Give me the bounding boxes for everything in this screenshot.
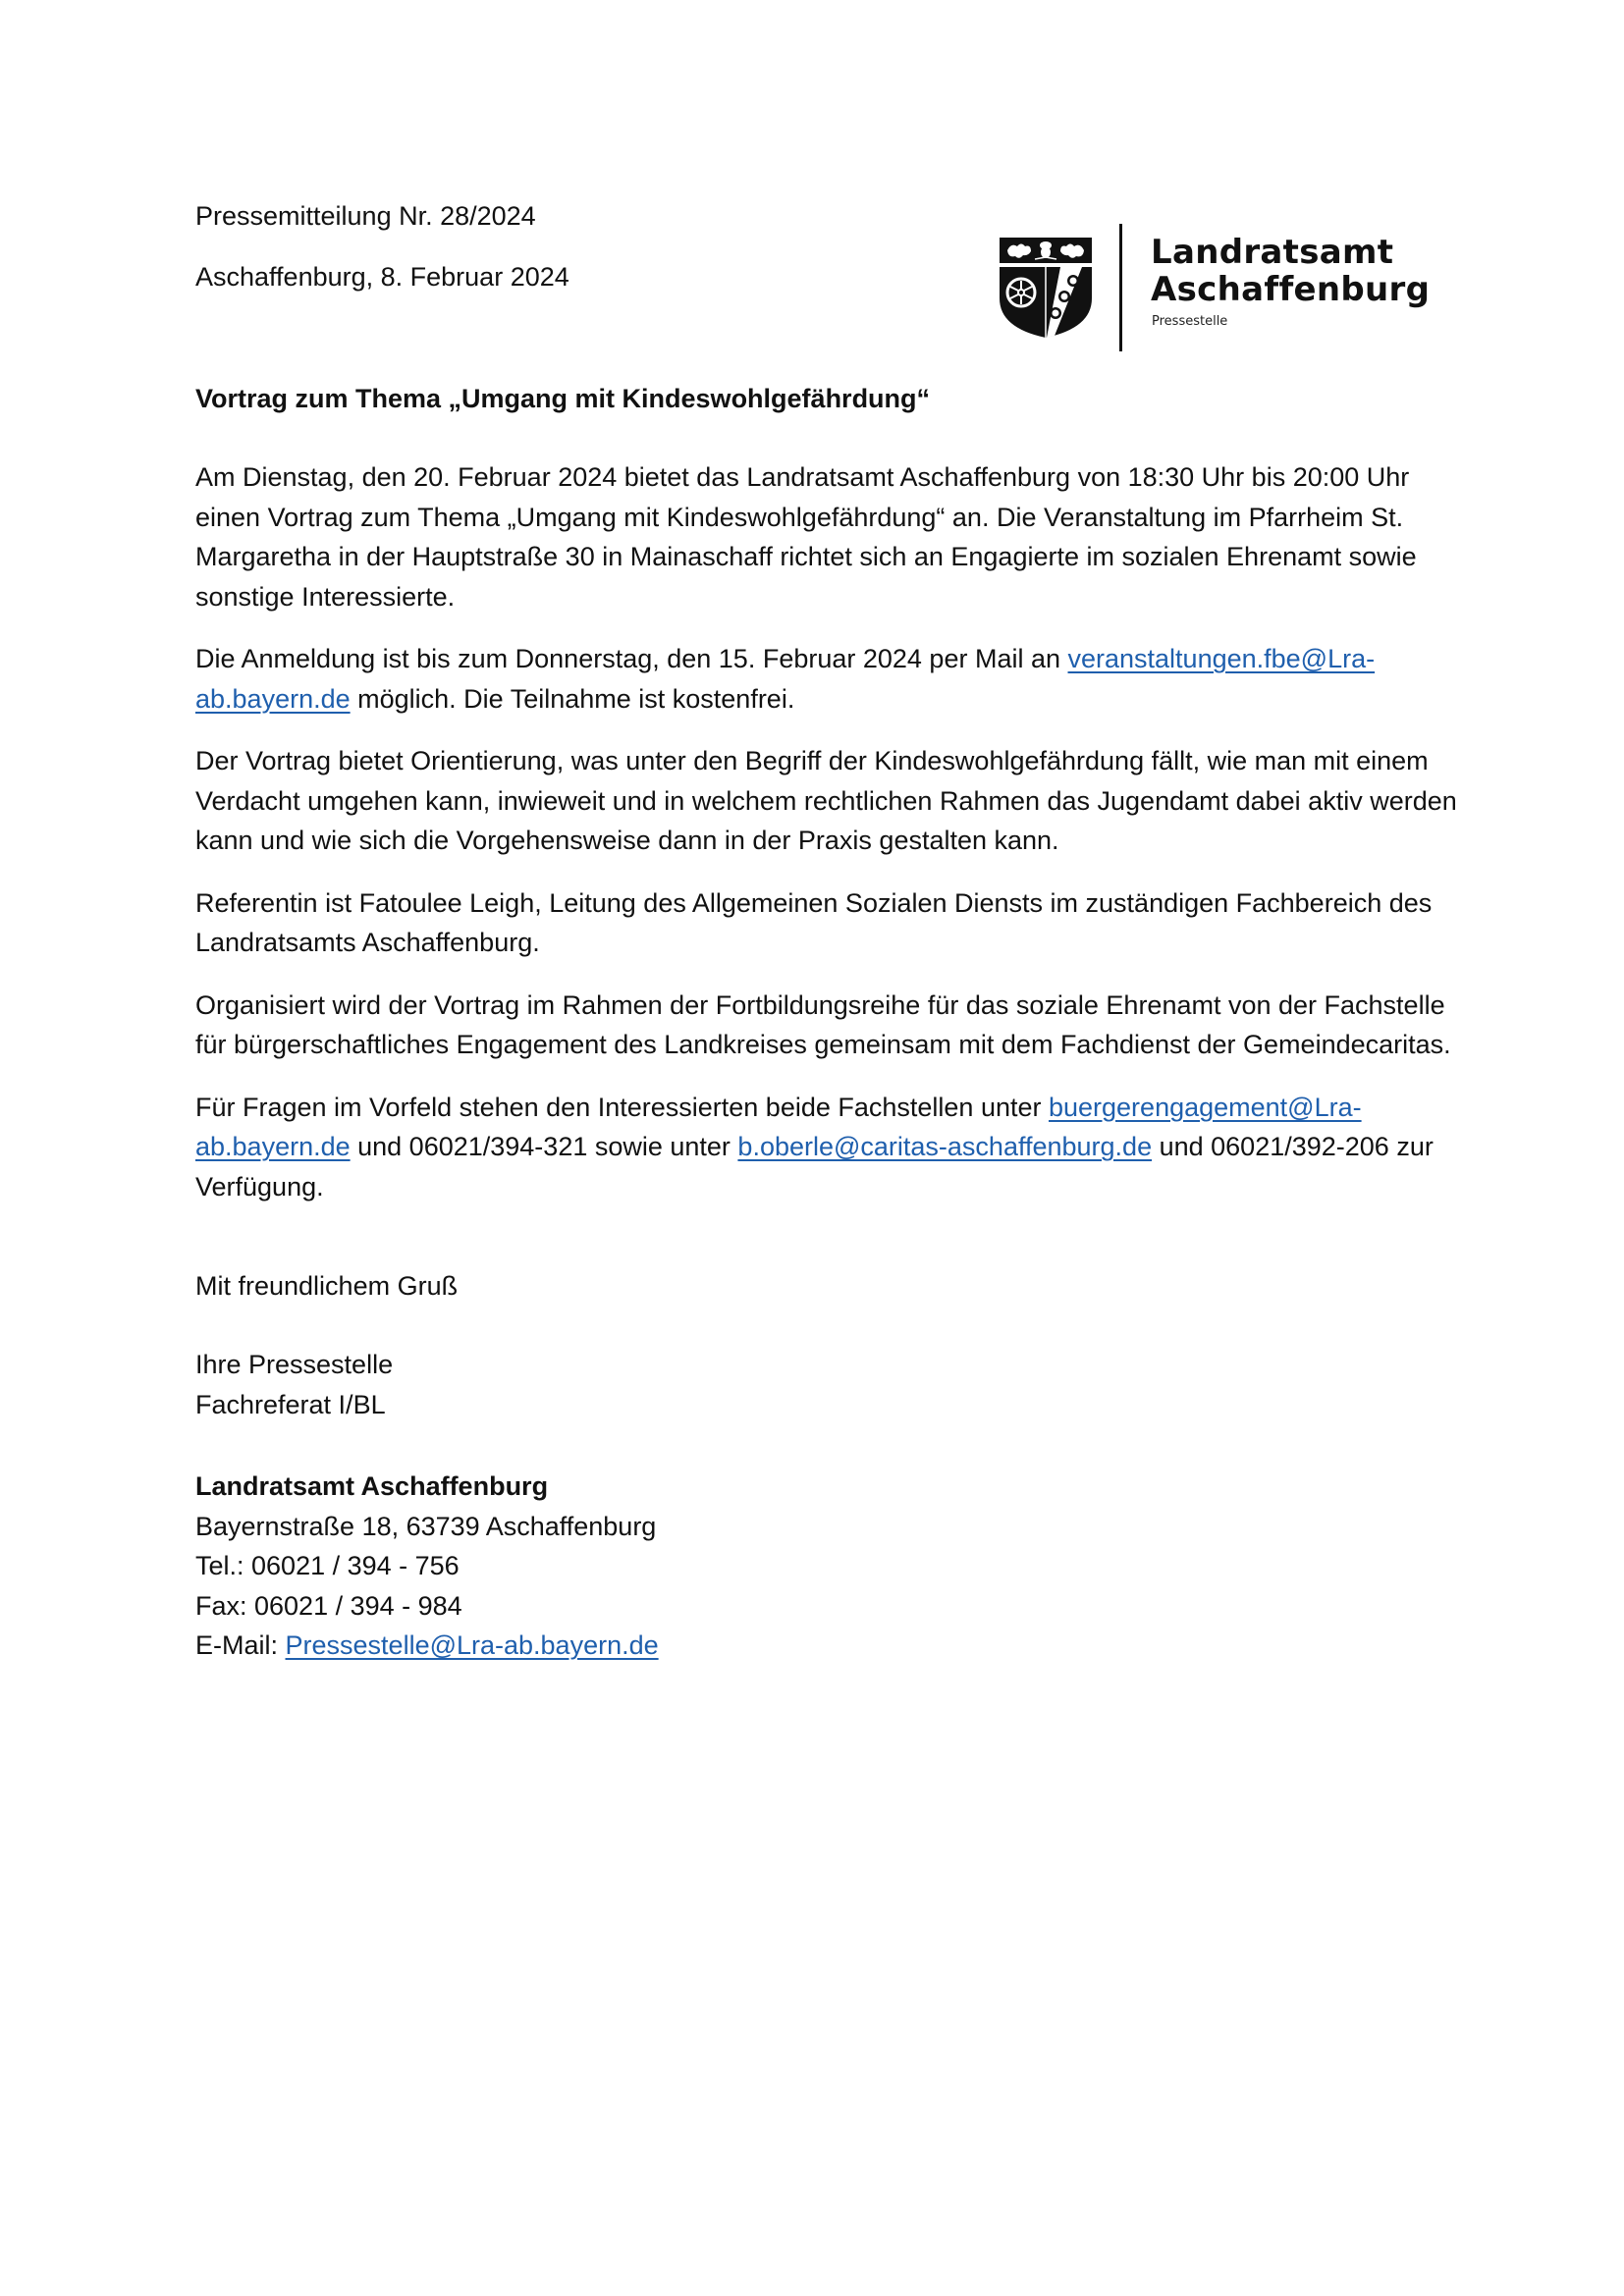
caritas-email-link[interactable]: b.oberle@caritas-aschaffenburg.de	[737, 1132, 1153, 1161]
paragraph-event: Am Dienstag, den 20. Februar 2024 bietet das Landratsamt Aschaffenburg von 18:30 Uhr bis 20:00 Uhr einen Vortrag zum Thema „Umgang mit Kindeswohlgefährdung“ an. Die Veranstaltung im Pfarrheim St. Margaretha in der Hauptstraße 30 in Mainaschaff richtet sich an Engagierte im sozialen Ehrenamt sowie sonstige Interessierte.	[195, 462, 1417, 612]
logo-subtitle: Pressestelle	[1152, 314, 1228, 329]
contact-address: Bayernstraße 18, 63739 Aschaffenburg	[195, 1511, 657, 1541]
signature	[195, 1345, 393, 1424]
contact-fax: Fax: 06021 / 394 - 984	[195, 1590, 462, 1621]
contact-organization: Landratsamt Aschaffenburg	[195, 1471, 549, 1501]
paragraph-organizer: Organisiert wird der Vortrag im Rahmen der Fortbildungsreihe für das soziale Ehrenamt von der Fachstelle für bürgerschaftliches Engagement des Landkreises gemeinsam mit dem Fachdienst der Gemeindecaritas.	[195, 989, 1451, 1059]
coat-of-arms-icon	[1000, 238, 1092, 338]
paragraph-registration	[195, 639, 1462, 719]
logo-title-line2: Aschaffenburg	[1151, 270, 1431, 309]
body-text	[195, 457, 1462, 1229]
buergerengagement-email-link[interactable]: buergerengagement@Lra-ab.bayern.de	[195, 1092, 1362, 1161]
registration-text-before: Die Anmeldung ist bis zum Donnerstag, den 15. Februar 2024 per Mail an	[195, 644, 1068, 673]
logo-title-line1: Landratsamt	[1151, 233, 1394, 272]
document-meta	[195, 196, 569, 318]
registration-email-link[interactable]: veranstaltungen.fbe@Lra-ab.bayern.de	[195, 644, 1376, 714]
signature-line2: Fachreferat I/BL	[195, 1389, 386, 1419]
registration-text-after: möglich. Die Teilnahme ist kostenfrei.	[350, 683, 795, 714]
paragraph-questions	[195, 1088, 1462, 1207]
contact-email-row	[195, 1626, 659, 1666]
contact-email-label: E-Mail:	[195, 1630, 286, 1660]
logo-divider	[1119, 224, 1122, 351]
contact-block	[195, 1467, 659, 1666]
questions-text-3: und 06021/392-206 zur Verfügung.	[195, 1132, 1434, 1201]
closing-greeting: Mit freundlichem Gruß	[195, 1271, 459, 1301]
questions-text-2: und 06021/394-321 sowie unter	[350, 1132, 738, 1161]
place-date: Aschaffenburg, 8. Februar 2024	[195, 262, 569, 292]
logo-title	[1151, 234, 1430, 308]
paragraph-content: Der Vortrag bietet Orientierung, was unter den Begriff der Kindeswohlgefährdung fällt, wie man mit einem Verdacht umgehen kann, inwieweit und in welchem rechtlichen Rahmen das Jugendamt dabei aktiv werden kann und wie sich die Vorgehensweise dann in der Praxis gestalten kann.	[195, 746, 1457, 855]
signature-line1: Ihre Pressestelle	[195, 1350, 394, 1379]
contact-phone: Tel.: 06021 / 394 - 756	[195, 1551, 460, 1580]
questions-text-1: Für Fragen im Vorfeld stehen den Interessierten beide Fachstellen unter	[195, 1092, 1049, 1122]
press-release-number: Pressemitteilung Nr. 28/2024	[195, 201, 536, 231]
headline: Vortrag zum Thema „Umgang mit Kindeswohlgefährdung“	[195, 384, 931, 413]
paragraph-speaker: Referentin ist Fatoulee Leigh, Leitung des Allgemeinen Sozialen Diensts im zuständigen Fachbereich des Landratsamts Aschaffenburg.	[195, 887, 1433, 957]
contact-email-link[interactable]: Pressestelle@Lra-ab.bayern.de	[285, 1630, 659, 1660]
organization-logo	[992, 224, 1431, 351]
